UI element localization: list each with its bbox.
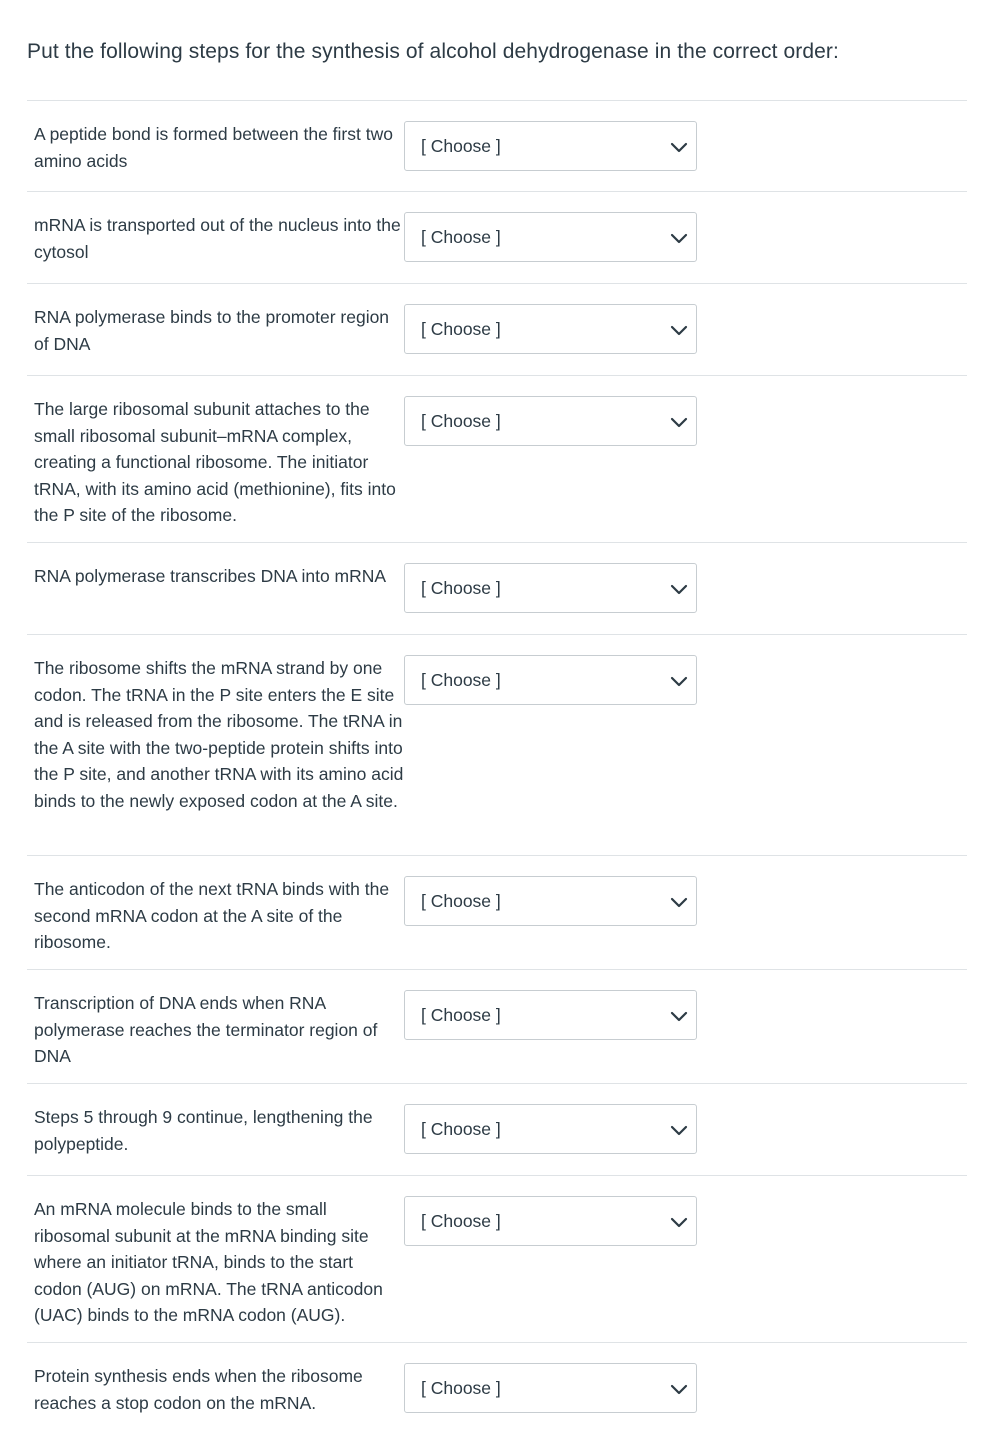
order-select-dropdown[interactable]	[404, 304, 697, 354]
question-block	[27, 0, 967, 1413]
chevron-down-icon	[670, 138, 688, 156]
matching-list	[27, 100, 967, 1442]
select-value: [ Choose ]	[421, 319, 501, 339]
match-step-label: mRNA is transported out of the nucleus into the cytosol	[34, 215, 401, 262]
chevron-down-icon	[670, 413, 688, 431]
chevron-down-icon	[670, 1007, 688, 1025]
select-value: [ Choose ]	[421, 891, 501, 911]
order-select-dropdown[interactable]	[404, 1363, 697, 1413]
match-step-label: Protein synthesis ends when the ribosome reaches a stop codon on the mRNA.	[34, 1366, 363, 1413]
match-row	[27, 1083, 967, 1175]
order-select-dropdown[interactable]	[404, 563, 697, 613]
match-step-label: The ribosome shifts the mRNA strand by one codon. The tRNA in the P site enters the E site and is released from the ribosome. The tRNA in the A site with the two-peptide protein shifts into the P site, and another tRNA with its amino acid binds to the newly exposed codon at the A site.	[34, 658, 404, 811]
match-row	[27, 1342, 967, 1442]
match-step-label: RNA polymerase transcribes DNA into mRNA	[34, 566, 387, 586]
match-row	[27, 634, 967, 855]
select-value: [ Choose ]	[421, 136, 501, 156]
select-value: [ Choose ]	[421, 227, 501, 247]
chevron-down-icon	[670, 1380, 688, 1398]
order-select-dropdown[interactable]	[404, 655, 697, 705]
match-row	[27, 855, 967, 969]
match-step-label: The anticodon of the next tRNA binds with the second mRNA codon at the A site of the ribosome.	[34, 879, 390, 953]
match-row	[27, 969, 967, 1083]
order-select-dropdown[interactable]	[404, 876, 697, 926]
order-select-dropdown[interactable]	[404, 121, 697, 171]
chevron-down-icon	[670, 893, 688, 911]
order-select-dropdown[interactable]	[404, 396, 697, 446]
select-value: [ Choose ]	[421, 1119, 501, 1139]
chevron-down-icon	[670, 672, 688, 690]
order-select-dropdown[interactable]	[404, 212, 697, 262]
select-value: [ Choose ]	[421, 1378, 501, 1398]
select-value: [ Choose ]	[421, 1005, 501, 1025]
chevron-down-icon	[670, 321, 688, 339]
select-value: [ Choose ]	[421, 411, 501, 431]
match-step-label: An mRNA molecule binds to the small ribosomal subunit at the mRNA binding site where an initiator tRNA, binds to the start codon (AUG) on mRNA. The tRNA anticodon (UAC) binds to the mRNA codon (AUG).	[34, 1199, 383, 1326]
match-step-label: RNA polymerase binds to the promoter region of DNA	[34, 307, 390, 354]
match-row	[27, 542, 967, 634]
order-select-dropdown[interactable]	[404, 990, 697, 1040]
match-step-label: The large ribosomal subunit attaches to the small ribosomal subunit–mRNA complex, creating a functional ribosome. The initiator tRNA, with its amino acid (methionine), fits into the P site of the ribosome.	[34, 399, 396, 526]
match-row	[27, 283, 967, 375]
match-row	[27, 375, 967, 542]
select-value: [ Choose ]	[421, 670, 501, 690]
chevron-down-icon	[670, 1213, 688, 1231]
order-select-dropdown[interactable]	[404, 1196, 697, 1246]
question-prompt: Put the following steps for the synthesis of alcohol dehydrogenase in the correct order:	[27, 40, 839, 63]
match-step-label: A peptide bond is formed between the first two amino acids	[34, 124, 393, 171]
chevron-down-icon	[670, 229, 688, 247]
chevron-down-icon	[670, 1121, 688, 1139]
select-value: [ Choose ]	[421, 1211, 501, 1231]
select-value: [ Choose ]	[421, 578, 501, 598]
match-row	[27, 1175, 967, 1342]
match-step-label: Steps 5 through 9 continue, lengthening the polypeptide.	[34, 1107, 373, 1154]
match-row	[27, 191, 967, 283]
chevron-down-icon	[670, 580, 688, 598]
match-row	[27, 100, 967, 191]
match-step-label: Transcription of DNA ends when RNA polymerase reaches the terminator region of DNA	[34, 993, 378, 1067]
order-select-dropdown[interactable]	[404, 1104, 697, 1154]
